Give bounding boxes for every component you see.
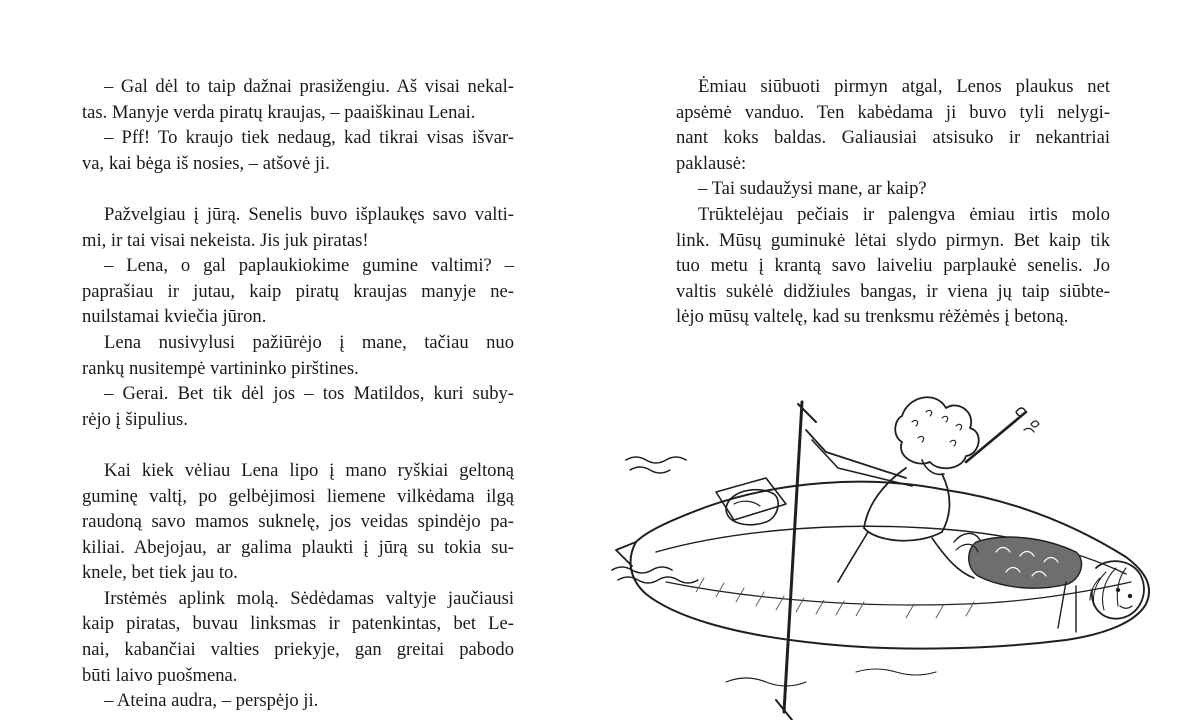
text-line: Irstėmės aplink molą. Sėdėdamas valtyje jaučiausi [104,587,514,609]
text-line: valtis sukėlė didžiules bangas, ir viena jų taip siūbte- [676,280,1110,302]
paragraph-gap [82,176,514,202]
text-line: – Pff! To kraujo tiek nedaug, kad tikrai visas išvar- [104,127,514,149]
text-line: raudoną savo mamos suknelę, jos veidas spindėjo pa- [82,511,514,533]
text-line: nai, kabančiai valties priekyje, gan greitai pabodo [82,639,514,661]
rowing-boat-sketch-icon [606,382,1186,720]
text-line: Lena nusivylusi pažiūrėjo į mane, tačiau nuo [104,331,514,353]
paragraph-gap [82,432,514,458]
text-line: guminę valtį, po gelbėjimosi liemene vilkėdama ilgą [82,485,514,507]
text-line: Trūktelėjau pečiais ir palengva ėmiau irtis molo [698,203,1110,225]
text-line: – Gal dėl to taip dažnai prasižengiu. Aš visai nekal- [104,76,514,97]
text-line: knele, bet tiek jau to. [82,562,238,584]
left-page [82,0,514,720]
text-line: Pažvelgiau į jūrą. Senelis buvo išplaukęs savo valti- [104,203,514,225]
text-line: – Gerai. Bet tik dėl jos – tos Matildos, kuri suby- [104,383,514,405]
text-line: va, kai bėga iš nosies, – atšovė ji. [82,152,330,174]
text-line: nuilstamai kviečia jūron. [82,306,267,328]
text-line: nant koks baldas. Galiausiai atsisuko ir nekantriai [676,127,1110,149]
text-line: kiliai. Abejojau, ar galima plaukti į jūrą su tokia su- [82,536,514,558]
text-line: rankų nusitempė vartininko pirštines. [82,357,359,379]
text-line: paklausė: [676,152,747,174]
text-line: būti laivo puošmena. [82,664,238,686]
text-line: apsėmė vanduo. Ten kabėdama ji buvo tyli nelygi- [676,101,1110,123]
left-page-text [82,74,514,714]
text-line: – Ateina audra, – perspėjo ji. [104,690,319,712]
text-line: tas. Manyje verda piratų kraujas, – paaiškinau Lenai. [82,101,476,123]
text-line: Ėmiau siūbuoti pirmyn atgal, Lenos plaukus net [698,76,1110,97]
text-line: kaip piratas, buvau linksmas ir patenkintas, bet Le- [82,613,514,635]
text-line: rėjo į šipulius. [82,408,188,430]
text-line: – Lena, o gal paplaukiokime gumine valtimi? – [104,255,514,277]
text-line: – Tai sudaužysi mane, ar kaip? [698,178,927,200]
right-page-text [676,74,1110,330]
text-line: lėjo mūsų valtelę, kad su trenksmu rėžėmės į betoną. [676,306,1069,328]
text-line: paprašiau ir jutau, kaip piratų kraujas manyje ne- [82,280,514,302]
text-line: link. Mūsų guminukė lėtai slydo pirmyn. Bet kaip tik [676,229,1110,251]
text-line: mi, ir tai visai nekeista. Jis juk piratas! [82,229,369,251]
text-line: tuo metu į krantą savo laiveliu parplaukė senelis. Jo [676,255,1110,277]
text-line: Kai kiek vėliau Lena lipo į mano ryškiai geltoną [104,459,514,481]
